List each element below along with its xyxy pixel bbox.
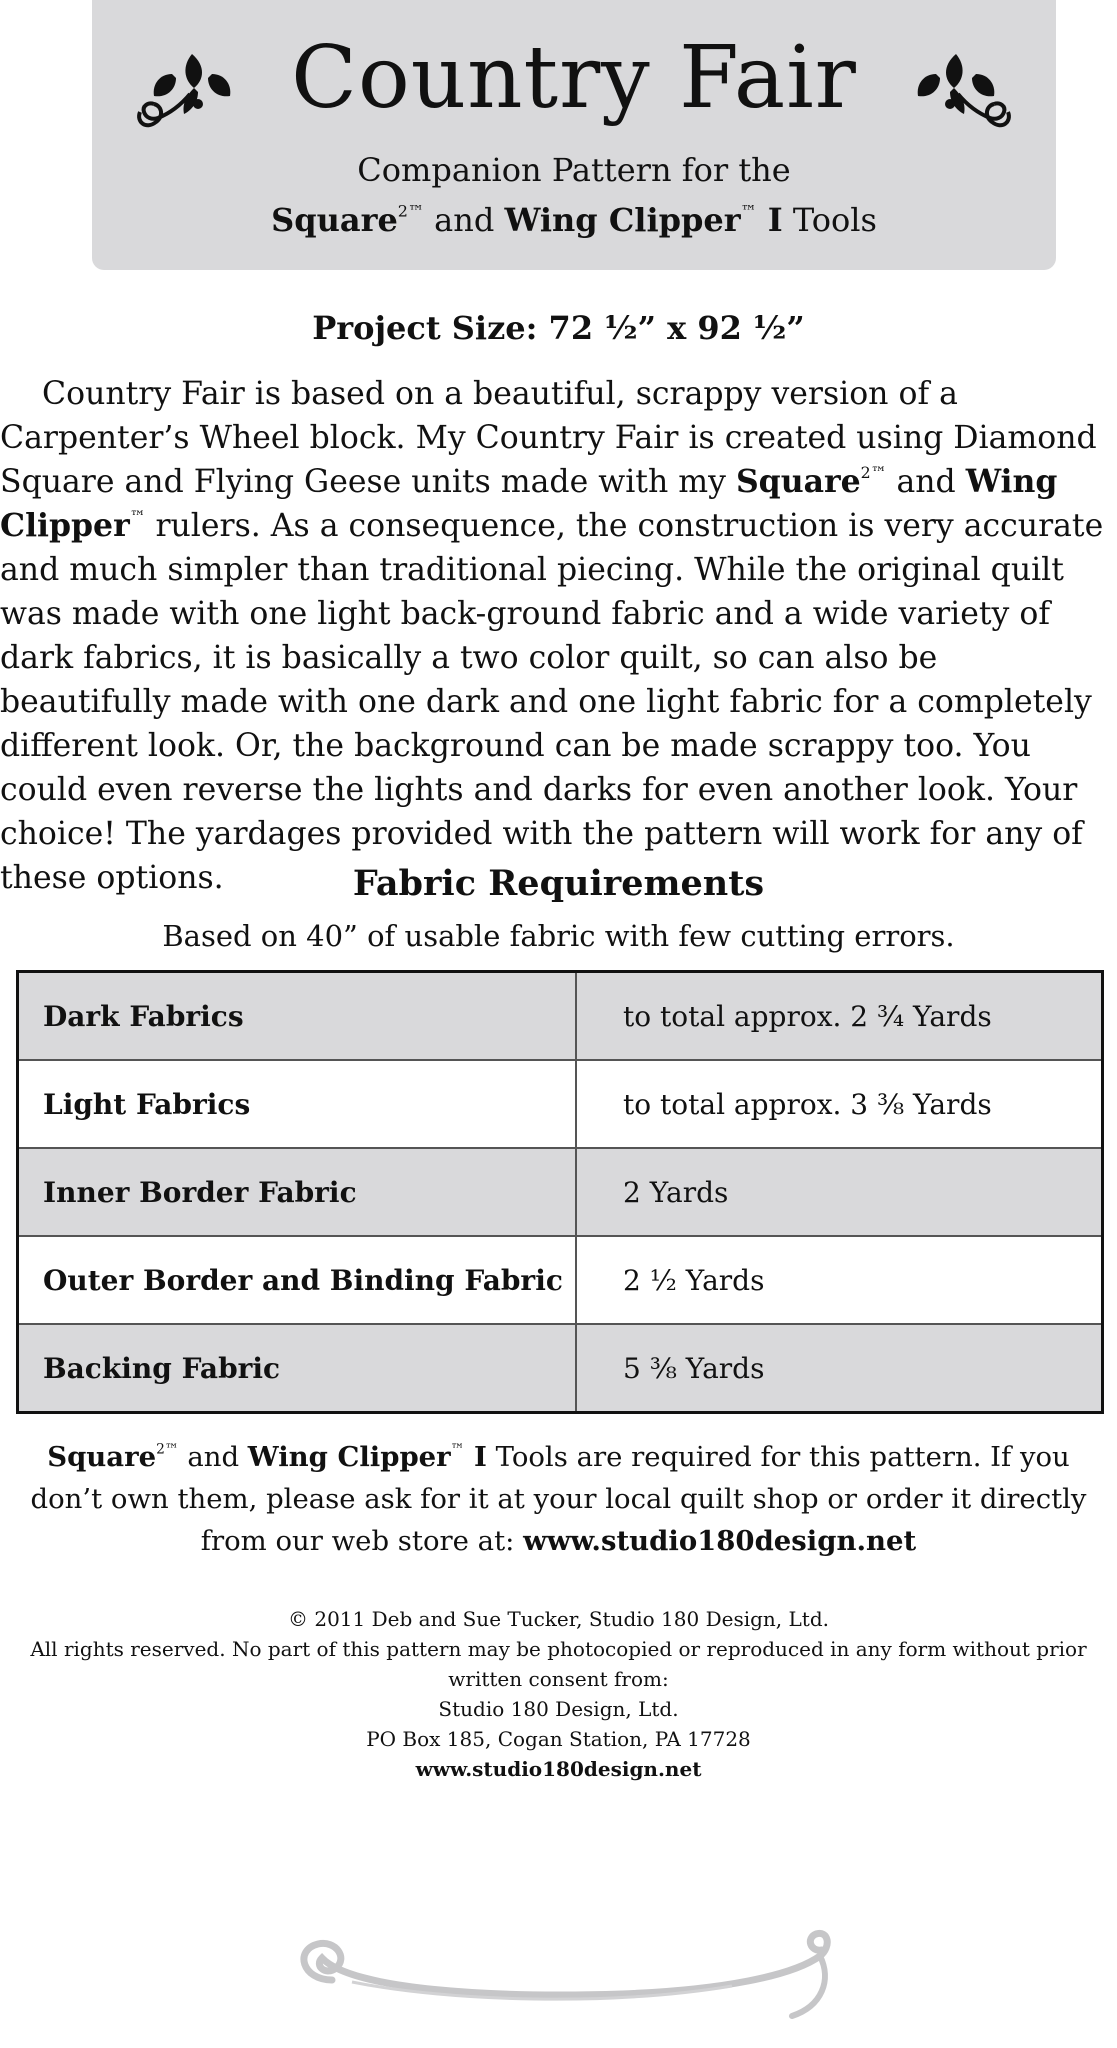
subtitle-tools: Tools [782, 201, 877, 239]
wing-clipper-roman: I [756, 201, 783, 239]
intro-wing-name: Wing Clipper [0, 463, 1058, 544]
swash-flourish-icon [292, 1920, 852, 2030]
subtitle-line-2 [92, 200, 1056, 240]
table-row [18, 1060, 1103, 1148]
web-store-link[interactable]: www.studio180design.net [523, 1525, 917, 1557]
tools-square-mark: 2™ [156, 1441, 179, 1458]
wing-clipper-tool-mark: ™ [740, 201, 757, 221]
fabric-requirements-table [16, 970, 1104, 1414]
tools-note [20, 1436, 1097, 1562]
fabric-amount: 5 ⅜ Yards [576, 1324, 1103, 1413]
copyright-line: © 2011 Deb and Sue Tucker, Studio 180 Design, Ltd. [288, 1607, 829, 1631]
tools-wing-mark: ™ [450, 1441, 465, 1458]
fabric-name: Inner Border Fabric [18, 1148, 577, 1236]
header-banner [92, 0, 1056, 270]
intro-text-2: rulers. As a consequence, the construction is very accurate and much simpler than traditional piecing. While the original quilt was made with one light back-ground fabric and a wide variety of dark fabrics, it is basically a two color quilt, so can also be beautifully made with one dark and one light fabric for a completely different look. Or, the background can be made scrappy too. You could even reverse the lights and darks for even another look. Your choice! The yardages provided with the pattern will work for any of these options. [0, 508, 1104, 896]
page-title: Country Fair [291, 28, 857, 128]
fabric-amount: to total approx. 3 ⅜ Yards [576, 1060, 1103, 1148]
rights-line: All rights reserved. No part of this pattern may be photocopied or reproduced in any form without prior written consent from: [30, 1637, 1087, 1691]
intro-paragraph [0, 372, 1117, 900]
floral-flourish-icon [906, 44, 1016, 154]
subtitle-line-1: Companion Pattern for the [357, 151, 791, 189]
intro-wing-mark: ™ [129, 506, 146, 526]
copyright-block [20, 1604, 1097, 1784]
fabric-requirements-subtitle: Based on 40” of usable fabric with few cutting errors. [162, 919, 955, 953]
table-row [18, 1324, 1103, 1413]
fabric-amount: 2 ½ Yards [576, 1236, 1103, 1324]
intro-square-mark: 2™ [860, 462, 887, 482]
tools-square-name: Square [47, 1441, 157, 1473]
fabric-amount: to total approx. 2 ¾ Yards [576, 972, 1103, 1061]
wing-clipper-tool-name: Wing Clipper [504, 201, 741, 239]
square-tool-name: Square [271, 201, 398, 239]
project-size: Project Size: 72 ½” x 92 ½” [312, 309, 805, 347]
intro-and: and [886, 464, 966, 500]
company-name: Studio 180 Design, Ltd. [438, 1697, 679, 1721]
intro-square-name: Square [735, 463, 861, 500]
fabric-name: Outer Border and Binding Fabric [18, 1236, 577, 1324]
company-website-link[interactable]: www.studio180design.net [415, 1757, 702, 1781]
tools-and: and [178, 1441, 248, 1473]
table-row [18, 1236, 1103, 1324]
fabric-name: Backing Fabric [18, 1324, 577, 1413]
fabric-name: Dark Fabrics [18, 972, 577, 1061]
fabric-name: Light Fabrics [18, 1060, 577, 1148]
fabric-requirements-title: Fabric Requirements [352, 863, 765, 904]
intro-text-1: Country Fair is based on a beautiful, scrappy version of a Carpenter’s Wheel block. My Country Fair is created using Diamond Square and Flying Geese units made with my [0, 376, 1097, 500]
square-tool-mark: 2™ [397, 201, 424, 221]
tools-roman: I [464, 1441, 487, 1473]
subtitle-and: and [423, 201, 505, 239]
tools-wing-name: Wing Clipper [247, 1441, 451, 1473]
tools-text: Tools are required for this pattern. If you don’t own them, please ask for it at your local quilt shop or order it directly from our web store at: [30, 1441, 1087, 1557]
fabric-amount: 2 Yards [576, 1148, 1103, 1236]
table-row [18, 972, 1103, 1061]
company-address: PO Box 185, Cogan Station, PA 17728 [366, 1727, 751, 1751]
table-row [18, 1148, 1103, 1236]
